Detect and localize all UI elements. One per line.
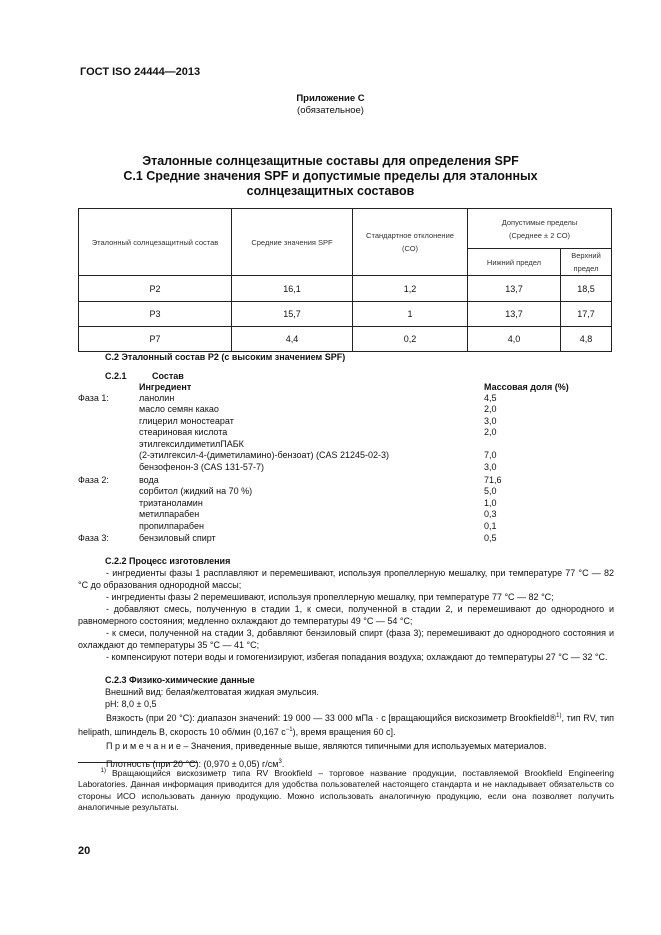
upper-cell: 18,5 [561, 276, 612, 302]
ingredient-value: 3,0 [484, 416, 497, 426]
process-step: - компенсируют потери воды и гомогенизируют, избегая попадания воздуха; охлаждают до температуры 27 °С — 32 °С. [106, 652, 608, 662]
col-header-mean: Средние значения SPF [232, 209, 353, 276]
ingredient-value: 4,5 [484, 393, 497, 403]
col-header-formula: Эталонный солнцезащитный состав [79, 209, 232, 276]
density-part2: . [281, 759, 285, 769]
table-row [79, 276, 612, 302]
list-item [0, 533, 661, 544]
col-header-sd: Стандартное отклонение (СО) [353, 209, 468, 276]
col-header-limits: Допустимые пределы (Среднее ± 2 СО) [468, 209, 612, 249]
appendix-title: Эталонные солнцезащитные составы для определения SPF [142, 154, 519, 168]
process-step: - ингредиенты фазы 1 расплавляют и перемешивают, используя пропеллерную мешалку, при температуре 77 °С — 82 °С до образования однородной массы; [78, 568, 614, 590]
list-item [0, 450, 661, 461]
appearance-text: Внешний вид: белая/желтоватая жидкая эмульсия. [105, 687, 319, 697]
section-c23-title: С.2.3 Физико-химические данные [105, 675, 255, 685]
appendix-label: Приложение С [296, 93, 365, 104]
phase-label: Фаза 3: [78, 533, 109, 543]
section-c22-title: С.2.2 Процесс изготовления [105, 556, 231, 566]
page-number: 20 [78, 845, 91, 857]
col-header-upper: Верхний предел [561, 249, 612, 276]
footnote-ref: 1) [556, 713, 562, 719]
list-item [0, 393, 661, 404]
viscosity-text [78, 710, 614, 738]
ingredient-value: 2,0 [484, 404, 497, 414]
ingredient-name: бензиловый спирт [139, 533, 216, 543]
process-step: - добавляют смесь, полученную в стадии 1, к смеси, полученной в стадии 2, и перемешивают до однородного и равномерного состояния; медленно охлаждают до температуры 49 °С — 54 °С; [78, 604, 614, 626]
section-c1-title-cont: солнцезащитных составов [246, 184, 415, 198]
footnote-mark: 1) [100, 768, 106, 774]
ingredient-value: 0,5 [484, 533, 497, 543]
sd-cell: 1 [353, 302, 468, 327]
section-c2-title: С.2 Эталонный состав Р2 (с высоким значением SPF) [105, 352, 346, 362]
formula-cell: P3 [79, 302, 232, 327]
list-item [0, 509, 661, 520]
ingredient-name: этилгексилдиметилПАБК [139, 439, 244, 449]
list-item [0, 498, 661, 509]
note-text: П р и м е ч а н и е – Значения, приведенные выше, являются типичными для используемых материалов. [106, 741, 547, 751]
ingredient-name: (2-этилгексил-4-(диметиламино)-бензоат) (CAS 21245-02-3) [139, 450, 389, 460]
ingredient-name: триэтаноламин [139, 498, 203, 508]
sd-cell: 1,2 [353, 276, 468, 302]
lower-cell: 13,7 [468, 302, 561, 327]
ingredients-header [0, 382, 661, 393]
list-item [0, 427, 661, 438]
ingredient-value: 0,3 [484, 509, 497, 519]
ingredient-value: 5,0 [484, 486, 497, 496]
viscosity-part2: , тип RV, тип helipath, шпиндель В, скорость 10 об/мин (0,167 с [78, 713, 614, 737]
ingredient-col-header: Ингредиент [139, 382, 192, 392]
process-step: - к смеси, полученной на стадии 3, добавляют бензиловый спирт (фаза 3); перемешивают до однородного состояния и охлаждают до температуры 35 °С — 41 °С; [78, 628, 614, 650]
process-step: - ингредиенты фазы 2 перемешивают, используя пропеллерную мешалку, при температуре 77 °С — 82 °С; [106, 592, 554, 602]
list-item [0, 416, 661, 427]
mean-cell: 4,4 [232, 327, 353, 352]
footnote-divider [78, 762, 198, 763]
col-header-lower: Нижний предел [468, 249, 561, 276]
section-c21-label: Состав [152, 371, 184, 381]
upper-cell: 17,7 [561, 302, 612, 327]
phase-label: Фаза 1: [78, 393, 109, 403]
sd-cell: 0,2 [353, 327, 468, 352]
section-c21-number: С.2.1 [105, 371, 127, 381]
ingredient-name: глицерил моностеарат [139, 416, 234, 426]
table-row [79, 302, 612, 327]
formula-cell: P2 [79, 276, 232, 302]
section-c1-title: С.1 Средние значения SPF и допустимые пределы для эталонных [123, 169, 538, 183]
lower-cell: 4,0 [468, 327, 561, 352]
lower-cell: 13,7 [468, 276, 561, 302]
spf-limits-table [78, 208, 612, 352]
ingredient-value: 3,0 [484, 462, 497, 472]
ingredient-name: пропилпарабен [139, 521, 204, 531]
list-item [0, 404, 661, 415]
unit-exponent: −1 [285, 727, 293, 733]
list-item [0, 475, 661, 486]
viscosity-part1: Вязкость (при 20 °С): диапазон значений: 19 000 — 33 000 мПа · с [вращающийся вискозиметр Brookfield® [106, 713, 557, 723]
ingredient-name: масло семян какао [139, 404, 219, 414]
formula-cell: P7 [79, 327, 232, 352]
upper-cell: 4,8 [561, 327, 612, 352]
list-item [0, 439, 661, 450]
table-row [79, 327, 612, 352]
ingredient-name: метилпарабен [139, 509, 200, 519]
ingredient-value: 7,0 [484, 450, 497, 460]
list-item [0, 486, 661, 497]
ingredient-name: ланолин [139, 393, 175, 403]
ingredient-name: сорбитол (жидкий на 70 %) [139, 486, 253, 496]
viscosity-part3: ), время вращения 60 с]. [292, 727, 396, 737]
ingredient-value: 71,6 [484, 475, 502, 485]
ingredient-name: бензофенон-3 (CAS 131-57-7) [139, 462, 264, 472]
unit-exponent: 3 [278, 759, 282, 765]
ingredient-name: стеариновая кислота [139, 427, 228, 437]
list-item [0, 521, 661, 532]
phase-label: Фаза 2: [78, 475, 109, 485]
ingredient-value: 2,0 [484, 427, 497, 437]
ph-text: рН: 8,0 ± 0,5 [105, 699, 157, 709]
footnote-text: Вращающийся вискозиметр типа RV Brookfield – торговое название продукции, поставляемой Brookfield Engineering Laboratories. Данная информация приводится для удобства пользователей настоящего стандарта и не накладывает обязательств со стороны ИСО использовать данную продукцию. Можно использовать аналогичную продукцию, если она позволяет получить аналогичные результаты. [78, 767, 614, 813]
mass-col-header: Массовая доля (%) [484, 382, 569, 392]
ingredient-name: вода [139, 475, 159, 485]
mean-cell: 15,7 [232, 302, 353, 327]
list-item [0, 462, 661, 473]
ingredient-value: 1,0 [484, 498, 497, 508]
mean-cell: 16,1 [232, 276, 353, 302]
ingredient-value: 0,1 [484, 521, 497, 531]
density-part1: Плотность (при 20 °С): (0,970 ± 0,05) г/см [106, 759, 279, 769]
document-header: ГОСТ ISO 24444—2013 [80, 66, 201, 78]
footnote [78, 766, 614, 814]
appendix-status: (обязательное) [297, 105, 364, 116]
